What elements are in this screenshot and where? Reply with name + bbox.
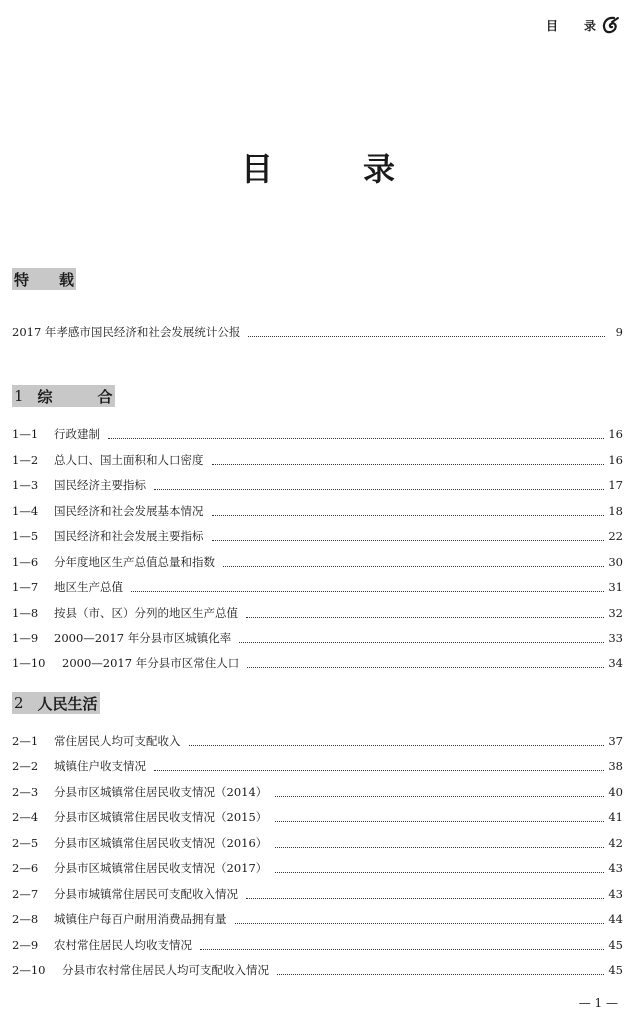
header-right-char: 录 bbox=[583, 18, 596, 33]
toc-row-page: 32 bbox=[608, 606, 623, 620]
toc-row-code: 1—2 bbox=[12, 453, 39, 467]
toc-row-label: 国民经济和社会发展主要指标 bbox=[54, 529, 204, 543]
toc-row-code: 2—7 bbox=[12, 887, 39, 901]
toc-row-page: 44 bbox=[608, 912, 623, 926]
toc-row-label: 城镇住户每百户耐用消费品拥有量 bbox=[54, 912, 227, 926]
toc-row-code: 2—5 bbox=[12, 836, 39, 850]
toc-row[interactable] bbox=[12, 655, 623, 671]
toc-row-page: 33 bbox=[608, 631, 623, 645]
title-char-1: 目 bbox=[240, 150, 273, 188]
section-heading-1 bbox=[12, 385, 115, 407]
toc-row[interactable] bbox=[12, 528, 623, 544]
dot-leader bbox=[239, 632, 604, 643]
toc-row[interactable] bbox=[12, 733, 623, 749]
toc-row-label: 国民经济和社会发展基本情况 bbox=[54, 504, 204, 518]
toc-row[interactable] bbox=[12, 452, 623, 468]
toc-row-label: 分县市农村常住居民人均可支配收入情况 bbox=[62, 963, 269, 977]
toc-row-label: 分年度地区生产总值总量和指数 bbox=[54, 555, 215, 569]
toc-row-label: 总人口、国土面积和人口密度 bbox=[54, 453, 204, 467]
section-heading-label: 综 合 bbox=[37, 387, 113, 406]
toc-row-label: 行政建制 bbox=[54, 427, 100, 441]
dot-leader bbox=[275, 786, 604, 797]
toc-row[interactable] bbox=[12, 605, 623, 621]
section-number: 1 bbox=[14, 387, 24, 405]
toc-row-page: 17 bbox=[608, 478, 623, 492]
toc-row[interactable] bbox=[12, 911, 623, 927]
toc-row-label: 国民经济主要指标 bbox=[54, 478, 146, 492]
toc-row[interactable] bbox=[12, 835, 623, 851]
dot-leader bbox=[212, 454, 605, 465]
toc-row[interactable] bbox=[12, 477, 623, 493]
toc-row[interactable] bbox=[12, 784, 623, 800]
swirl-logo-icon bbox=[600, 15, 620, 35]
dot-leader bbox=[275, 862, 604, 873]
toc-row-code: 2—6 bbox=[12, 861, 39, 875]
toc-row-page: 38 bbox=[608, 759, 623, 773]
toc-row-code: 2—9 bbox=[12, 938, 39, 952]
toc-row-page: 43 bbox=[608, 887, 623, 901]
section-number: 2 bbox=[14, 694, 24, 712]
toc-row-label: 2000—2017 年分县市区常住人口 bbox=[62, 656, 240, 670]
section-heading-special bbox=[12, 268, 76, 290]
toc-row-page: 30 bbox=[608, 555, 623, 569]
toc-row[interactable] bbox=[12, 579, 623, 595]
toc-row[interactable] bbox=[12, 937, 623, 953]
toc-row-label: 分县市区城镇常住居民收支情况（2017） bbox=[54, 861, 268, 875]
toc-row-page: 40 bbox=[608, 785, 623, 799]
toc-row-label: 分县市区城镇常住居民收支情况（2015） bbox=[54, 810, 268, 824]
dot-leader bbox=[154, 479, 604, 490]
section-heading-2 bbox=[12, 692, 100, 714]
toc-row[interactable] bbox=[12, 503, 623, 519]
toc-row-label: 分县市区城镇常住居民收支情况（2014） bbox=[54, 785, 268, 799]
dot-leader bbox=[212, 505, 605, 516]
dot-leader bbox=[235, 913, 605, 924]
toc-row-code: 2—4 bbox=[12, 810, 39, 824]
toc-row-label: 按县（市、区）分列的地区生产总值 bbox=[54, 606, 238, 620]
toc-row-page: 22 bbox=[608, 529, 623, 543]
running-header bbox=[546, 14, 620, 36]
toc-row[interactable] bbox=[12, 630, 623, 646]
toc-row-code: 1—7 bbox=[12, 580, 39, 594]
section-heading-label: 人民生活 bbox=[37, 694, 98, 713]
toc-row-code: 1—10 bbox=[12, 656, 46, 670]
toc-row[interactable] bbox=[12, 809, 623, 825]
toc-row-label: 农村常住居民人均收支情况 bbox=[54, 938, 192, 952]
toc-row-page: 9 bbox=[615, 325, 623, 339]
toc-row-code: 2—10 bbox=[12, 963, 46, 977]
toc-row-page: 37 bbox=[608, 734, 623, 748]
toc-row-page: 45 bbox=[608, 938, 623, 952]
toc-row-label: 地区生产总值 bbox=[54, 580, 123, 594]
toc-row-code: 2—2 bbox=[12, 759, 39, 773]
toc-row-page: 16 bbox=[608, 427, 623, 441]
toc-row[interactable] bbox=[12, 860, 623, 876]
toc-row[interactable] bbox=[12, 324, 623, 340]
page-title bbox=[0, 144, 636, 190]
dot-leader bbox=[189, 735, 605, 746]
dot-leader bbox=[275, 811, 604, 822]
toc-row-page: 31 bbox=[608, 580, 623, 594]
toc-row-code: 2—1 bbox=[12, 734, 39, 748]
toc-row-label: 分县市区城镇常住居民收支情况（2016） bbox=[54, 836, 268, 850]
toc-row-page: 16 bbox=[608, 453, 623, 467]
toc-row-page: 41 bbox=[608, 810, 623, 824]
toc-row-code: 1—3 bbox=[12, 478, 39, 492]
toc-row-code: 1—9 bbox=[12, 631, 39, 645]
dot-leader bbox=[223, 556, 604, 567]
dot-leader bbox=[200, 939, 604, 950]
toc-row[interactable] bbox=[12, 886, 623, 902]
toc-row-label: 分县市城镇常住居民可支配收入情况 bbox=[54, 887, 238, 901]
toc-row-code: 1—6 bbox=[12, 555, 39, 569]
dot-leader bbox=[212, 530, 605, 541]
dot-leader bbox=[248, 326, 605, 337]
dot-leader bbox=[154, 760, 604, 771]
toc-row-code: 1—4 bbox=[12, 504, 39, 518]
title-char-2: 录 bbox=[363, 150, 396, 188]
toc-row-label: 常住居民人均可支配收入 bbox=[54, 734, 181, 748]
toc-row-code: 2—3 bbox=[12, 785, 39, 799]
toc-row[interactable] bbox=[12, 426, 623, 442]
toc-row-label: 城镇住户收支情况 bbox=[54, 759, 146, 773]
dot-leader bbox=[246, 888, 604, 899]
header-left-char: 目 bbox=[545, 18, 558, 33]
dot-leader bbox=[246, 607, 604, 618]
toc-row[interactable] bbox=[12, 758, 623, 774]
section-heading-label: 特 载 bbox=[14, 270, 75, 289]
toc-row-code: 1—8 bbox=[12, 606, 39, 620]
toc-row-page: 34 bbox=[608, 656, 623, 670]
toc-row-label: 2017 年孝感市国民经济和社会发展统计公报 bbox=[12, 325, 241, 339]
toc-row-page: 45 bbox=[608, 963, 623, 977]
toc-row-page: 18 bbox=[608, 504, 623, 518]
dot-leader bbox=[131, 581, 604, 592]
dot-leader bbox=[275, 837, 604, 848]
toc-row-code: 1—5 bbox=[12, 529, 39, 543]
toc-row[interactable] bbox=[12, 554, 623, 570]
toc-row-label: 2000—2017 年分县市区城镇化率 bbox=[54, 631, 232, 645]
dot-leader bbox=[277, 964, 604, 975]
dot-leader bbox=[247, 657, 604, 668]
toc-row-code: 1—1 bbox=[12, 427, 39, 441]
toc-row-page: 42 bbox=[608, 836, 623, 850]
toc-row[interactable] bbox=[12, 962, 623, 978]
toc-row-code: 2—8 bbox=[12, 912, 39, 926]
dot-leader bbox=[108, 428, 604, 439]
toc-row-page: 43 bbox=[608, 861, 623, 875]
page-number: — 1 — bbox=[578, 996, 618, 1010]
